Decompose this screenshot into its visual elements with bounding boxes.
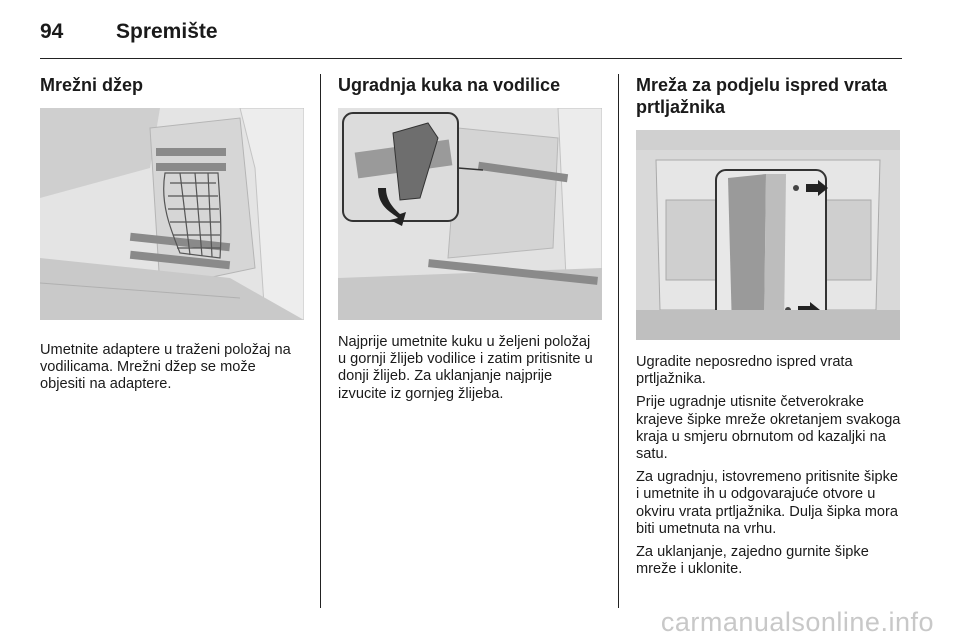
page-header: [40, 16, 218, 48]
paragraph: Prije ugradnje utisnite četverokrake krajeve šipke mreže okretanjem svakoga kraja u smjeru obrnutom od kazaljki na satu.: [636, 394, 901, 463]
page-number: 94: [40, 20, 64, 43]
watermark: carmanualsonline.info: [660, 607, 934, 637]
column-divider: [618, 74, 619, 608]
paragraph: Umetnite adaptere u traženi položaj na vodilicama. Mrežni džep se može objesiti na adaptere.: [40, 342, 291, 393]
header-rule: [40, 58, 902, 59]
paragraph: Za ugradnju, istovremeno pritisnite šipke i umetnite ih u odgovarajuće otvore u okviru vrata prtljažnika. Dulja šipka mora biti umetnuta na vrhu.: [636, 469, 899, 537]
page-title: Spremište: [116, 20, 218, 43]
section-heading: Mrežni džep: [40, 75, 144, 95]
paragraph: Najprije umetnite kuku u željeni položaj u gornji žlijeb vodilice i zatim pritisnite u donji žlijeb. Za uklanjanje najprije izvucite iz gornjeg žlijeba.: [338, 334, 593, 402]
figure-net-pocket: [40, 108, 304, 320]
section-hook-installation: [338, 74, 602, 409]
section-net-pocket: [40, 74, 304, 400]
section-heading: Mreža za podjelu ispred vrata prtljažnika: [636, 75, 888, 117]
column-divider: [320, 74, 321, 608]
figure-partition-net: [636, 130, 900, 340]
section-heading: Ugradnja kuka na vodilice: [338, 75, 561, 95]
paragraph: Za uklanjanje, zajedno gurnite šipke mreže i uklonite.: [636, 544, 869, 578]
figure-hook-rails: [338, 108, 602, 320]
section-partition-net: [636, 74, 902, 584]
paragraph: Ugradite neposredno ispred vrata prtljažnika.: [636, 354, 853, 388]
